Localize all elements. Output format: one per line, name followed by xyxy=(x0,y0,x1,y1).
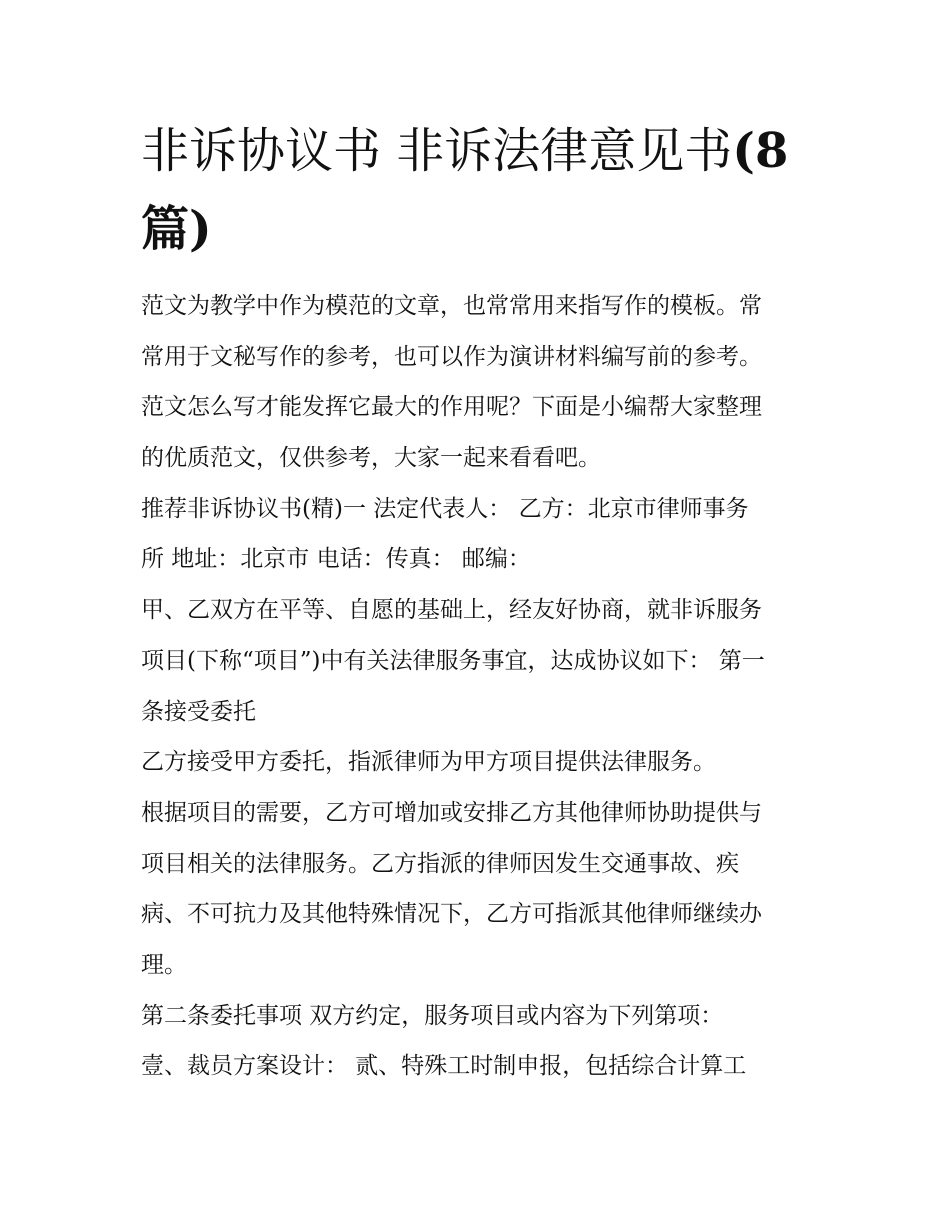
title-main: 非诉协议书 非诉法律意见书 xyxy=(141,123,733,179)
body-line: 理。 xyxy=(141,951,187,978)
body-line: 推荐非诉协议书(精)一 法定代表人： 乙方：北京市律师事务 xyxy=(141,495,749,522)
body-line: 项目相关的法律服务。乙方指派的律师因发生交通事故、疾 xyxy=(141,850,739,877)
document-body xyxy=(141,281,831,1092)
body-line: 的优质范文，仅供参考，大家一起来看看吧。 xyxy=(141,445,601,472)
body-line: 乙方接受甲方委托，指派律师为甲方项目提供法律服务。 xyxy=(141,749,716,776)
body-line: 甲、乙双方在平等、自愿的基础上，经友好协商，就非诉服务 xyxy=(141,597,762,624)
body-line: 所 地址：北京市 电话：传真： 邮编： xyxy=(141,546,531,573)
body-line: 范文为教学中作为模范的文章，也常常用来指写作的模板。常 xyxy=(141,293,762,319)
body-line: 第二条委托事项 双方约定，服务项目或内容为下列第项： xyxy=(141,1002,724,1029)
body-line: 病、不可抗力及其他特殊情况下，乙方可指派其他律师继续办 xyxy=(141,901,762,928)
body-line: 常用于文秘写作的参考，也可以作为演讲材料编写前的参考。 xyxy=(141,343,762,370)
title-tail: (8 xyxy=(732,123,789,179)
body-line: 项目(下称“项目”)中有关法律服务事宜，达成协议如下： 第一 xyxy=(141,647,765,674)
body-line: 范文怎么写才能发挥它最大的作用呢？下面是小编帮大家整理 xyxy=(141,394,762,421)
title-line2: 篇) xyxy=(141,201,212,257)
body-line: 根据项目的需要，乙方可增加或安排乙方其他律师协助提供与 xyxy=(141,799,762,826)
body-line: 条接受委托 xyxy=(141,698,256,725)
body-line: 壹、裁员方案设计： 贰、特殊工时制申报，包括综合计算工 xyxy=(141,1053,747,1080)
document-title xyxy=(141,112,821,268)
